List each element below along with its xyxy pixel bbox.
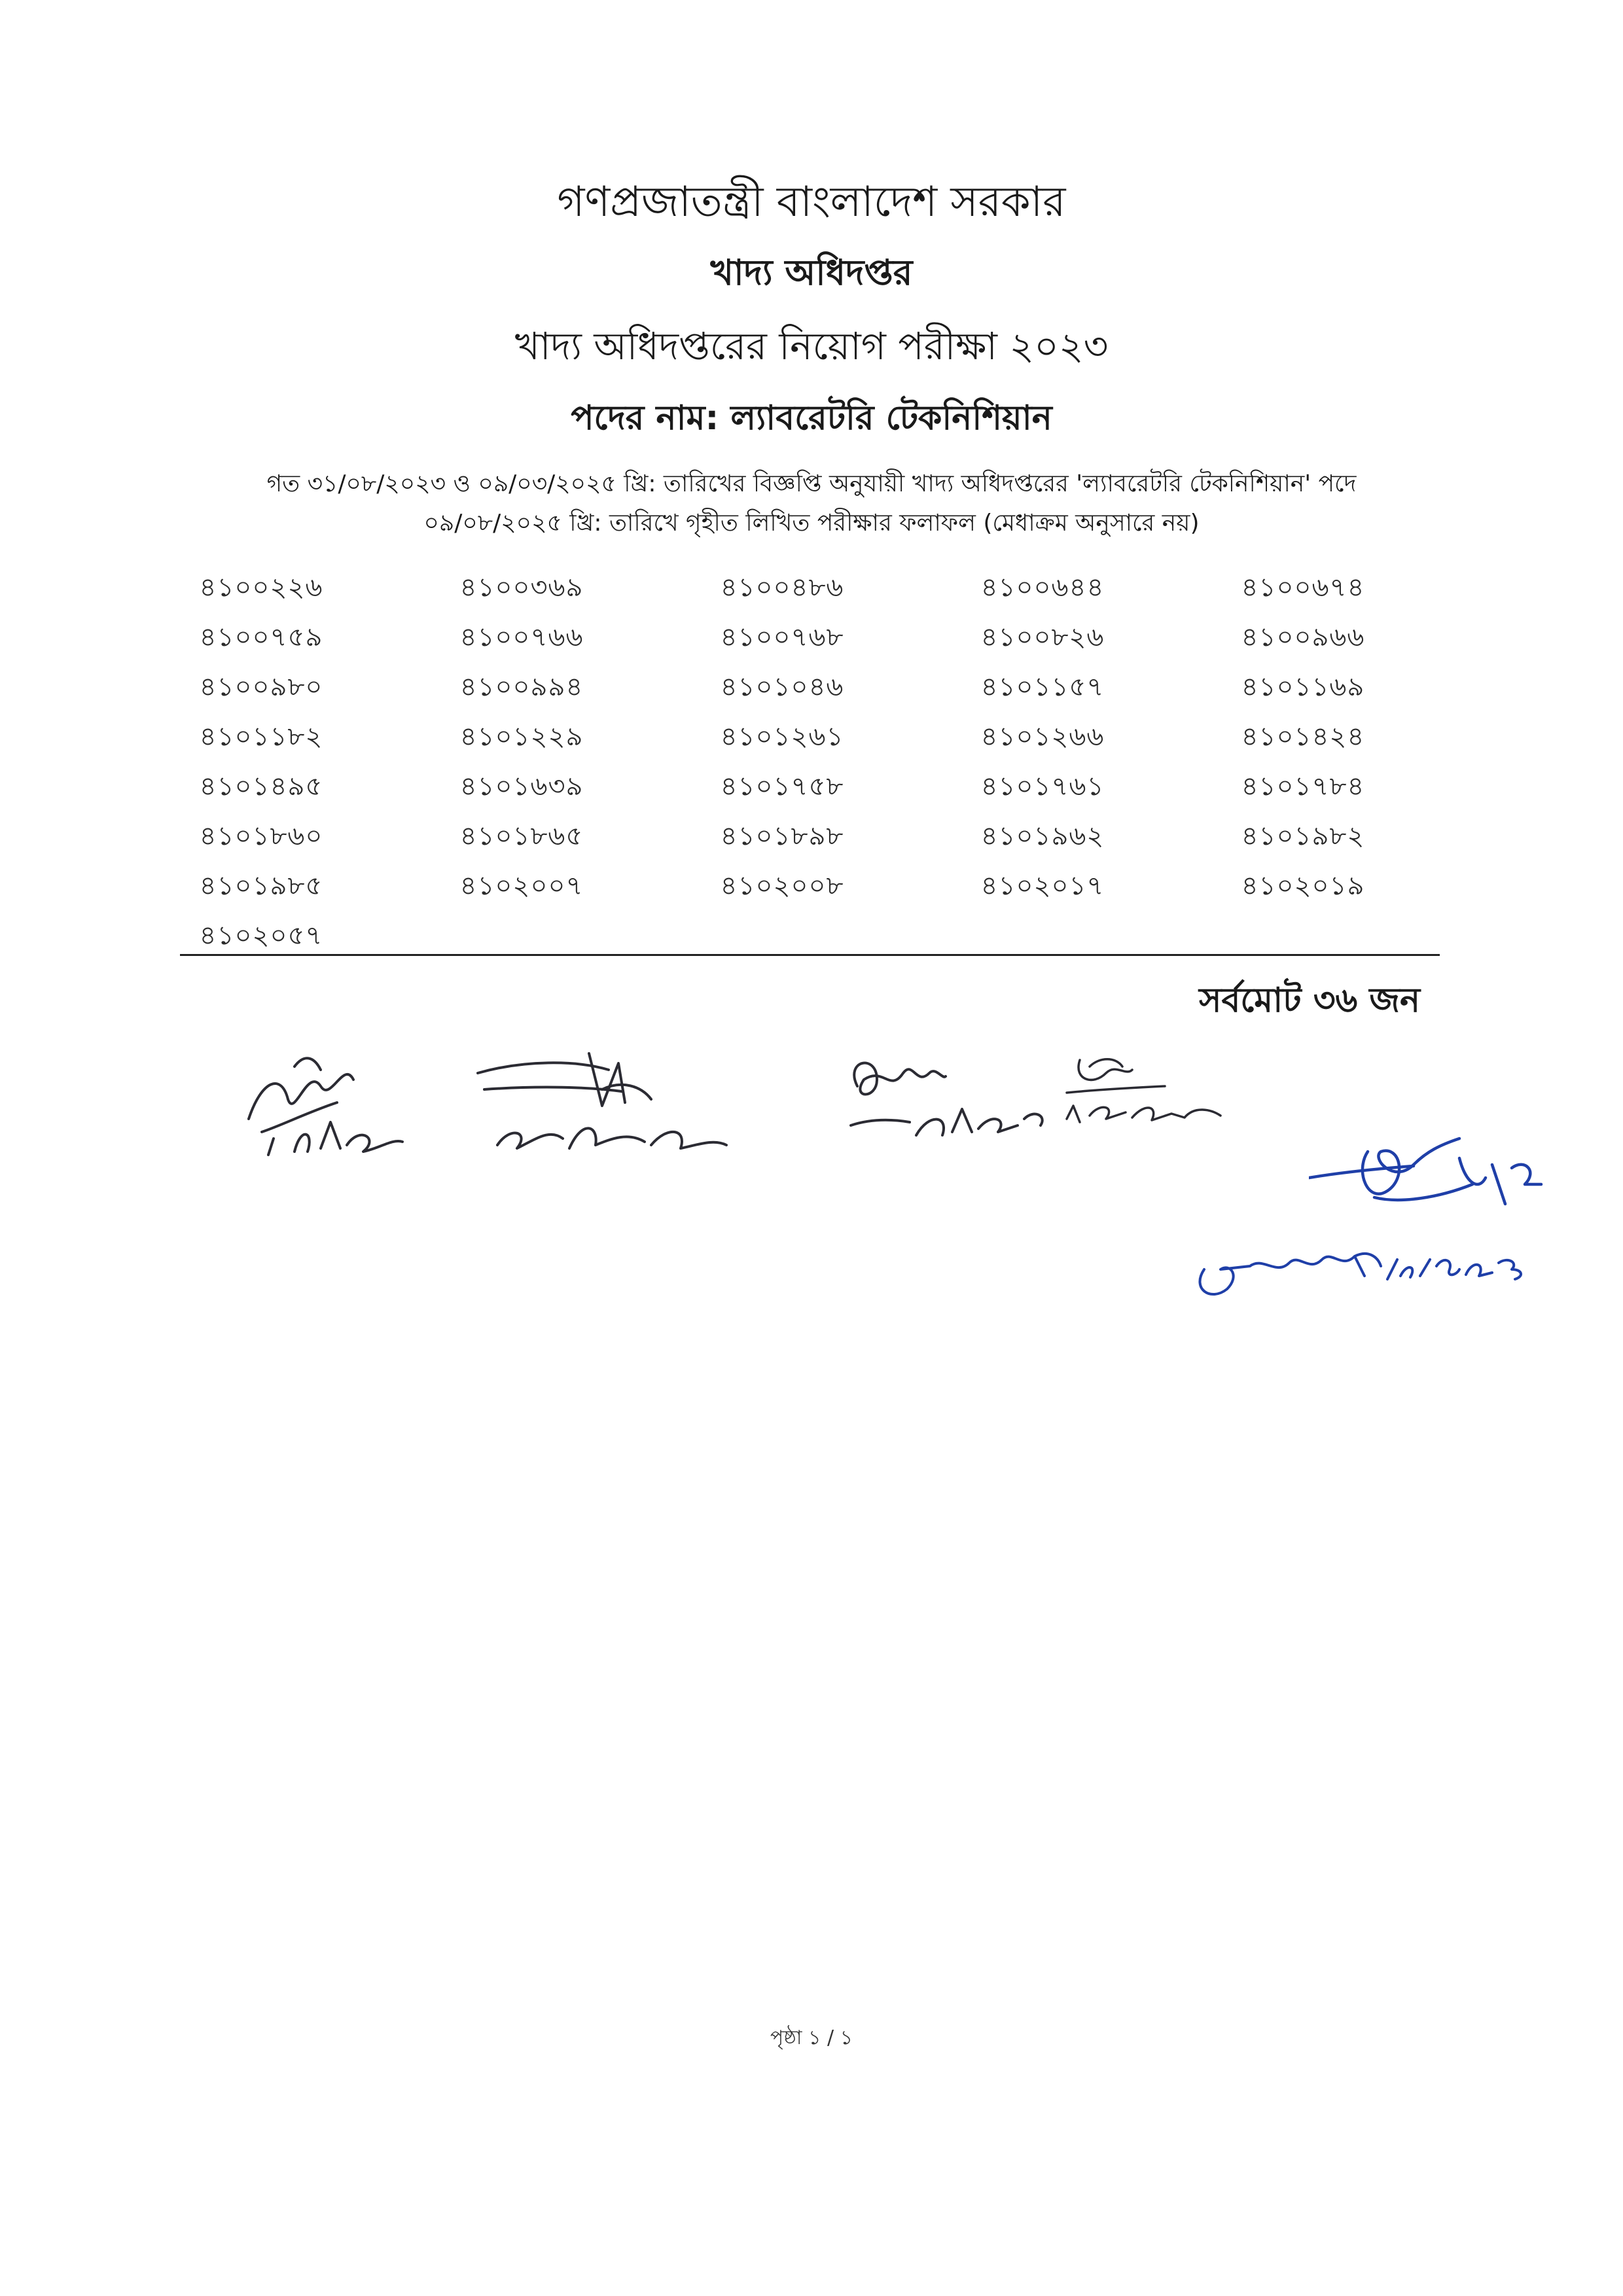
roll-number: ৪১০০৯৯৪ bbox=[459, 672, 584, 702]
government-title: গণপ্রজাতন্ত্রী বাংলাদেশ সরকার bbox=[557, 178, 1066, 226]
roll-number: ৪১০০৪৮৬ bbox=[720, 573, 844, 603]
signature-6 bbox=[1191, 1230, 1531, 1309]
roll-number: ৪১০০৭৫৯ bbox=[199, 622, 323, 652]
exam-title: খাদ্য অধিদপ্তরের নিয়োগ পরীক্ষা ২০২৩ bbox=[514, 324, 1109, 368]
roll-number: ৪১০০৮২৬ bbox=[980, 622, 1105, 652]
roll-number: ৪১০১৪২৪ bbox=[1241, 722, 1365, 752]
signature-5 bbox=[1309, 1106, 1544, 1237]
roll-number: ৪১০০৭৬৮ bbox=[720, 622, 844, 652]
divider-line bbox=[180, 954, 1440, 956]
roll-number: ৪১০১০৪৬ bbox=[720, 672, 844, 702]
total-count: সর্বমোট ৩৬ জন bbox=[1199, 981, 1420, 1020]
roll-number: ৪১০১৭৫৮ bbox=[720, 771, 844, 802]
roll-number: ৪১০২০০৭ bbox=[459, 871, 584, 901]
signature-3 bbox=[838, 1040, 1060, 1158]
roll-number: ৪১০১২৬৬ bbox=[980, 722, 1105, 752]
roll-number: ৪১০১২২৯ bbox=[459, 722, 584, 752]
roll-number: ৪১০০৯৮০ bbox=[199, 672, 323, 702]
roll-number: ৪১০১১৮২ bbox=[199, 722, 323, 752]
roll-number: ৪১০১৯৬২ bbox=[980, 821, 1105, 851]
roll-number: ৪১০১৮৬০ bbox=[199, 821, 323, 851]
roll-number: ৪১০০৯৬৬ bbox=[1241, 622, 1365, 652]
roll-number: ৪১০১৮৬৫ bbox=[459, 821, 584, 851]
roll-number: ৪১০০৩৬৯ bbox=[459, 573, 584, 603]
post-name: পদের নাম: ল্যাবরেটরি টেকনিশিয়ান bbox=[571, 398, 1052, 438]
roll-number: ৪১০১১৫৭ bbox=[980, 672, 1105, 702]
roll-number: ৪১০০২২৬ bbox=[199, 573, 323, 603]
roll-number: ৪১০২০১৭ bbox=[980, 871, 1105, 901]
roll-number: ৪১০০৬৭৪ bbox=[1241, 573, 1365, 603]
roll-number: ৪১০১৯৮২ bbox=[1241, 821, 1365, 851]
roll-number: ৪১০২০৫৭ bbox=[199, 921, 323, 951]
roll-number: ৪১০১৯৮৫ bbox=[199, 871, 323, 901]
roll-number: ৪১০০৬৪৪ bbox=[980, 573, 1105, 603]
roll-number: ৪১০১৬৩৯ bbox=[459, 771, 584, 802]
signature-2 bbox=[471, 1040, 746, 1171]
roll-number: ৪১০১১৬৯ bbox=[1241, 672, 1365, 702]
roll-number: ৪১০২০১৯ bbox=[1241, 871, 1365, 901]
roll-number: ৪১০১৭৮৪ bbox=[1241, 771, 1365, 802]
roll-number: ৪১০১২৬১ bbox=[720, 722, 844, 752]
signature-4 bbox=[1054, 1040, 1237, 1145]
signature-1 bbox=[223, 1040, 432, 1171]
page-number: পৃষ্ঠা ১ / ১ bbox=[770, 2026, 853, 2049]
roll-number: ৪১০১৮৯৮ bbox=[720, 821, 844, 851]
roll-number-grid bbox=[131, 563, 1433, 961]
roll-number: ৪১০০৭৬৬ bbox=[459, 622, 584, 652]
notice-line-2: ০৯/০৮/২০২৫ খ্রি: তারিখে গৃহীত লিখিত পরীক্ষার ফলাফল (মেধাক্রম অনুসারে নয়) bbox=[423, 510, 1200, 537]
roll-number: ৪১০১৭৬১ bbox=[980, 771, 1105, 802]
roll-number: ৪১০১৪৯৫ bbox=[199, 771, 323, 802]
department-title: খাদ্য অধিদপ্তর bbox=[710, 252, 913, 293]
roll-number: ৪১০২০০৮ bbox=[720, 871, 844, 901]
notice-line-1: গত ৩১/০৮/২০২৩ ও ০৯/০৩/২০২৫ খ্রি: তারিখের বিজ্ঞপ্তি অনুযায়ী খাদ্য অধিদপ্তরের 'ল্যাবরেটরি টেকনিশিয়ান' পদে bbox=[266, 470, 1357, 497]
